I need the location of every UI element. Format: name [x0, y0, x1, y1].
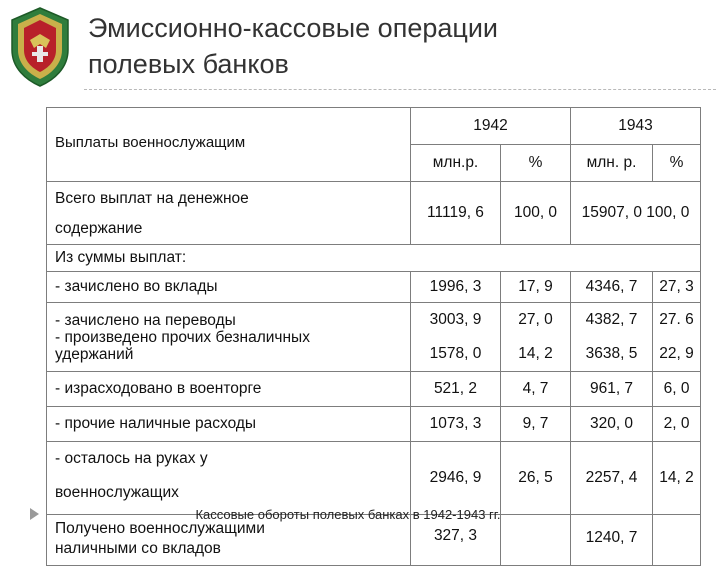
percent-cell: 4, 7 — [501, 372, 571, 407]
percent-cell: 26, 5 — [501, 442, 571, 515]
row-label — [47, 182, 411, 245]
value-line: 27, 0 — [518, 311, 553, 328]
percent-header-1942: % — [501, 145, 571, 182]
value-line: 14, 2 — [518, 345, 553, 362]
title-divider — [84, 89, 716, 90]
row-label-line: удержаний — [55, 345, 134, 363]
row-label-line: - осталось на руках у — [55, 450, 208, 467]
coat-of-arms-icon — [8, 6, 72, 88]
row-label-line: наличными со вкладов — [55, 540, 221, 557]
row-label-header: Выплаты военнослужащим — [47, 108, 411, 182]
row-label-line: содержание — [55, 220, 143, 237]
value-line: 22, 9 — [659, 345, 694, 362]
percent-cell — [653, 515, 701, 566]
table-row — [47, 372, 701, 407]
value-cell: 4346, 7 — [571, 272, 653, 303]
value-cell: 961, 7 — [571, 372, 653, 407]
percent-cell: 9, 7 — [501, 407, 571, 442]
title-line-2: полевых банков — [88, 49, 289, 79]
value-cell: 2257, 4 — [571, 442, 653, 515]
value-cell: 11119, 6 — [411, 182, 501, 245]
table-header-row — [47, 108, 701, 145]
percent-cell: 2, 0 — [653, 407, 701, 442]
percent-cell: 6, 0 — [653, 372, 701, 407]
value-cell: 15907, 0 100, 0 — [571, 182, 701, 245]
percent-header-1943: % — [653, 145, 701, 182]
value-line: 1578, 0 — [429, 345, 482, 362]
percent-cell: 14, 2 — [653, 442, 701, 515]
source-caption: Кассовые обороты полевых банках в 1942-1943 гг. — [195, 507, 501, 522]
row-label: - зачислено во вклады — [47, 272, 411, 303]
row-label — [47, 515, 411, 566]
value-line: 3003, 9 — [429, 311, 482, 328]
row-label — [47, 442, 411, 515]
table-row — [47, 182, 701, 245]
year-1943-header: 1943 — [571, 108, 701, 145]
table-row — [47, 272, 701, 303]
unit-header-1943: млн. р. — [571, 145, 653, 182]
value-line: 3638, 5 — [585, 345, 638, 362]
value-cell: 2946, 9 — [411, 442, 501, 515]
row-label: - прочие наличные расходы — [47, 407, 411, 442]
value-line: 4382, 7 — [585, 311, 638, 328]
value-cell — [411, 303, 501, 372]
value-cell: 521, 2 — [411, 372, 501, 407]
value-cell: 320, 0 — [571, 407, 653, 442]
row-label-line: военнослужащих — [55, 484, 179, 501]
table-row — [47, 407, 701, 442]
value-cell: 327, 3 — [411, 515, 501, 566]
year-1942-header: 1942 — [411, 108, 571, 145]
page-title — [88, 10, 708, 82]
title-line-1: Эмиссионно-кассовые операции — [88, 13, 498, 43]
section-subtitle: Из суммы выплат: — [47, 245, 701, 272]
table-row — [47, 303, 701, 372]
row-label-line: Получено военнослужащими — [55, 520, 265, 537]
table-row — [47, 245, 701, 272]
bullet-arrow-icon — [30, 508, 39, 520]
table-row — [47, 515, 701, 566]
row-label-line: - зачислено на переводы — [55, 311, 236, 329]
value-cell: 1240, 7 — [571, 515, 653, 566]
percent-cell — [501, 303, 571, 372]
row-label — [47, 303, 411, 372]
percent-cell — [653, 303, 701, 372]
percent-cell: 17, 9 — [501, 272, 571, 303]
percent-cell: 100, 0 — [501, 182, 571, 245]
payments-table — [46, 107, 700, 557]
table-row — [47, 442, 701, 515]
value-cell: 1996, 3 — [411, 272, 501, 303]
unit-header-1942: млн.р. — [411, 145, 501, 182]
row-label-line: - произведено прочих безналичных — [55, 328, 310, 346]
percent-cell: 27, 3 — [653, 272, 701, 303]
value-cell — [571, 303, 653, 372]
value-line: 27. 6 — [659, 311, 694, 328]
percent-cell — [501, 515, 571, 566]
row-label: - израсходовано в военторге — [47, 372, 411, 407]
row-label-line: Всего выплат на денежное — [55, 190, 249, 207]
value-cell: 1073, 3 — [411, 407, 501, 442]
